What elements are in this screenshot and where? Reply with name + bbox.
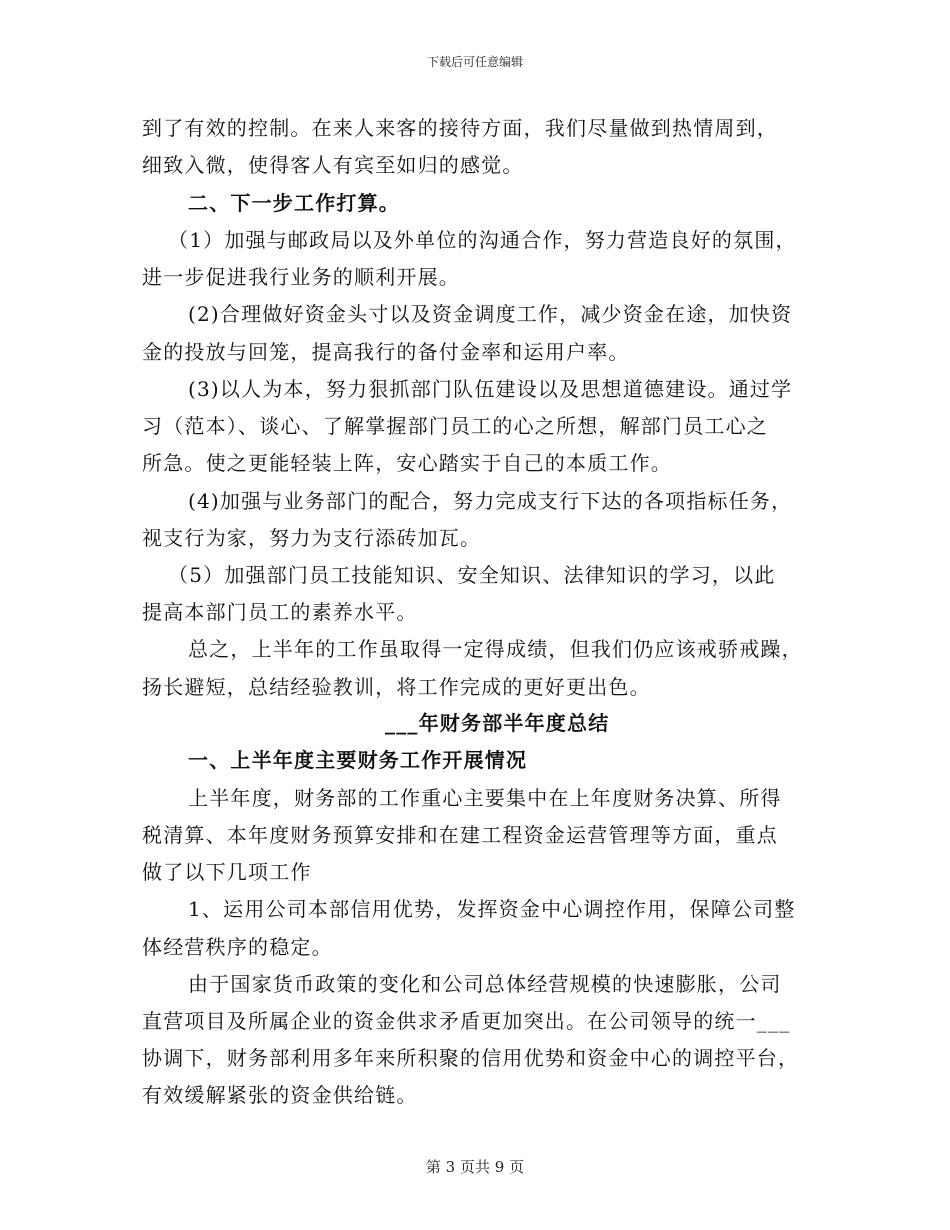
- body-line-19: 上半年度，财务部的工作重心主要集中在上年度财务决算、所得: [188, 786, 782, 810]
- body-line-14: 提高本部门员工的素养水平。: [142, 600, 418, 624]
- body-line-20: 税清算、本年度财务预算安排和在建工程资金运营管理等方面，重点: [142, 823, 778, 847]
- body-line-12: 视支行为家，努力为支行添砖加瓦。: [142, 526, 482, 550]
- body-line-1: 到了有效的控制。在来人来客的接待方面，我们尽量做到热情周到，: [142, 116, 778, 140]
- body-line-13: （5）加强部门员工技能知识、安全知识、法律知识的学习，以此: [168, 563, 776, 587]
- body-line-27: 有效缓解紧张的资金供给链。: [142, 1083, 418, 1107]
- body-line-26: 协调下，财务部利用多年来所积聚的信用优势和资金中心的调控平台，: [142, 1046, 800, 1070]
- body-line-9: 习（范本）、谈心、了解掌握部门员工的心之所想，解部门员工心之: [142, 414, 768, 438]
- body-line-10: 所急。使之更能轻装上阵，安心踏实于自己的本质工作。: [142, 451, 672, 475]
- page-number-footer: 第 3 页共 9 页: [425, 1158, 525, 1176]
- body-line-24: 由于国家货币政策的变化和公司总体经营规模的快速膨胀，公司: [188, 972, 782, 996]
- body-line-6: (2)合理做好资金头寸以及资金调度工作，减少资金在途，加快资: [188, 302, 793, 326]
- body-line-8: (3)以人为本，努力狠抓部门队伍建设以及思想道德建设。通过学: [188, 377, 793, 401]
- body-line-16: 扬长避短，总结经验教训，将工作完成的更好更出色。: [142, 675, 651, 699]
- body-line-21: 做了以下几项工作: [142, 860, 312, 884]
- section-heading-next-steps: 二、下一步工作打算。: [188, 191, 400, 215]
- body-line-7: 金的投放与回笼，提高我行的备付金率和运用户率。: [142, 340, 630, 364]
- body-line-2: 细致入微，使得客人有宾至如归的感觉。: [142, 153, 524, 177]
- body-line-11: (4)加强与业务部门的配合，努力完成支行下达的各项指标任务，: [188, 489, 793, 513]
- body-line-23: 体经营秩序的稳定。: [142, 935, 333, 959]
- section-heading-first-half: 一、上半年度主要财务工作开展情况: [188, 748, 528, 772]
- page-header-note: 下载后可任意编辑: [426, 55, 523, 69]
- body-line-4: （1）加强与邮政局以及外单位的沟通合作，努力营造良好的氛围，: [168, 228, 797, 252]
- body-line-22: 1、运用公司本部信用优势，发挥资金中心调控作用，保障公司整: [188, 897, 796, 921]
- body-line-5: 进一步促进我行业务的顺利开展。: [142, 265, 460, 289]
- body-line-15: 总之，上半年的工作虽取得一定得成绩，但我们仍应该戒骄戒躁，: [188, 637, 803, 661]
- body-line-25: 直营项目及所属企业的资金供求矛盾更加突出。在公司领导的统一___: [142, 1009, 791, 1033]
- document-title: ___年财务部半年度总结: [385, 711, 610, 735]
